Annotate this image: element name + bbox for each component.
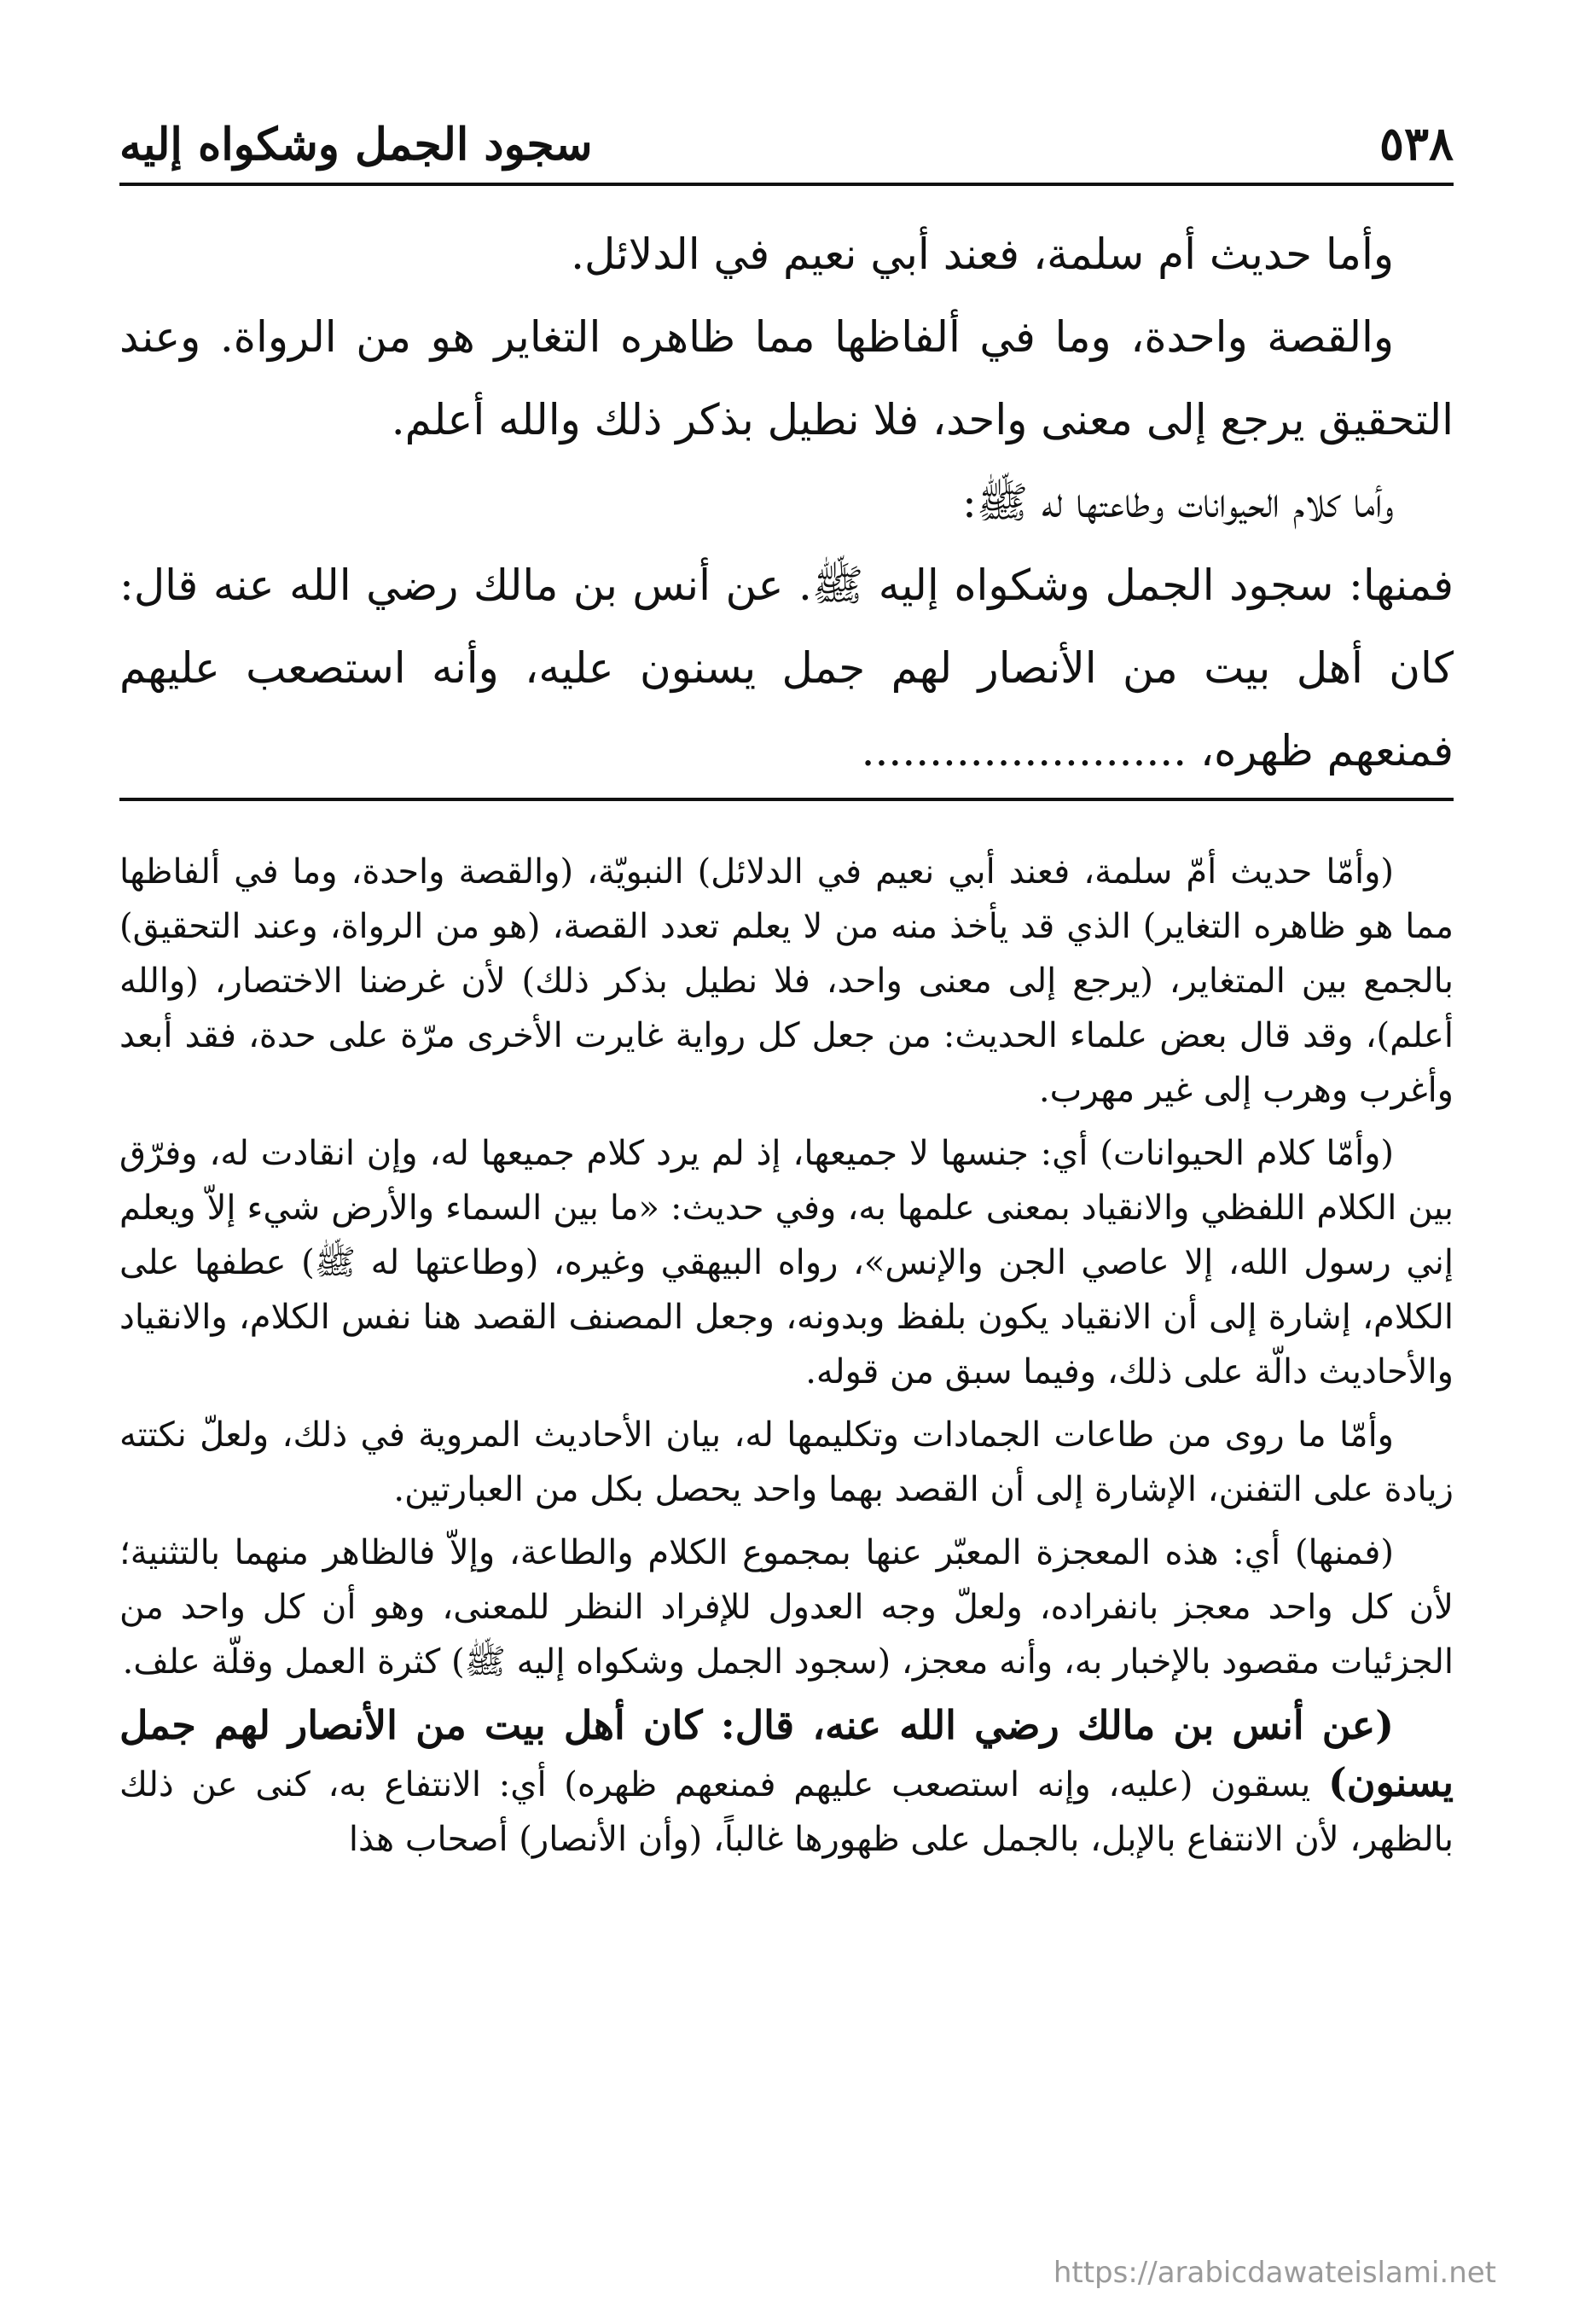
main-paragraph: وأما كلام الحيوانات وطاعتها له ﷺ: — [961, 478, 1394, 527]
main-paragraph — [119, 544, 1454, 793]
commentary-text — [119, 845, 1454, 1875]
commentary-quote: (عن أنس بن مالك رضي الله عنه، قال: كان أهل بيت من الأنصار لهم جمل يسنون) — [119, 1702, 1454, 1805]
commentary-paragraph — [119, 1698, 1454, 1867]
watermark-url: https://arabicdawateislami.net — [1053, 2256, 1496, 2290]
running-title: سجود الجمل وشكواه إليه — [119, 119, 593, 171]
section-divider — [119, 798, 1454, 801]
commentary-paragraph: (وأمّا كلام الحيوانات) أي: جنسها لا جميعها، إذ لم يرد كلام جميعها له، وإن انقادت له، وفرّق بين الكلام اللفظي والانقياد بمعنى علمها به، وفي حديث: «ما بين السماء والأرض شيء إلاّ ويعلم إني رسول الله، إلا عاصي الجن والإنس»، رواه البيهقي وغيره، (وطاعتها له ﷺ) عطفها على الكلام، إشارة إلى أن الانقياد يكون بلفظ وبدونه، وجعل المصنف القصد هنا نفس الكلام، والانقياد والأحاديث دالّة على ذلك، وفيما سبق من قوله. — [119, 1134, 1454, 1391]
commentary-paragraph: (وأمّا حديث أمّ سلمة، فعند أبي نعيم في الدلائل) النبويّة، (والقصة واحدة، وما في ألفاظها مما هو ظاهره التغاير) الذي قد يأخذ منه من لا يعلم تعدد القصة، (هو من الرواة، وعند التحقيق) بالجمع بين المتغاير، (يرجع إلى معنى واحد، فلا نطيل بذكر ذلك) لأن غرضنا الاختصار، (والله أعلم)، وقد قال بعض علماء الحديث: من جعل كل رواية غايرت الأخرى مرّة على حدة، فقد أبعد وأغرب وهرب إلى غير مهرب. — [119, 852, 1454, 1110]
main-text — [119, 213, 1454, 793]
page-number: ٥٣٨ — [1379, 116, 1454, 171]
commentary-paragraph-text: يسقون (عليه، وإنه استصعب عليهم فمنعهم ظهره) أي: الانتفاع به، كنى عن ذلك بالظهر، لأن الانتفاع بالإبل، بالجمل على ظهورها غالباً، (وأن الأنصار) أصحاب هذا — [119, 1765, 1454, 1859]
main-paragraph-text: فمنها: سجود الجمل وشكواه إليه ﷺ. عن أنس بن مالك رضي الله عنه قال: كان أهل بيت من الأنصار لهم جمل يسنون عليه، وأنه استصعب عليهم فمنعهم ظهره، — [119, 561, 1454, 776]
page-header — [119, 94, 1454, 186]
main-paragraph: والقصة واحدة، وما في ألفاظها مما ظاهره التغاير هو من الرواة. وعند التحقيق يرجع إلى معنى واحد، فلا نطيل بذكر ذلك والله أعلم. — [119, 312, 1454, 444]
commentary-paragraph: وأمّا ما روى من طاعات الجمادات وتكليمها له، بيان الأحاديث المروية في ذلك، ولعلّ نكتته زيادة على التفنن، الإشارة إلى أن القصد بهما واحد يحصل بكل من العبارتين. — [119, 1415, 1454, 1509]
main-paragraph: وأما حديث أم سلمة، فعند أبي نعيم في الدلائل. — [571, 229, 1394, 279]
commentary-paragraph: (فمنها) أي: هذه المعجزة المعبّر عنها بمجموع الكلام والطاعة، وإلاّ فالظاهر منهما بالتثنية؛ لأن كل واحد معجز بانفراده، ولعلّ وجه العدول للإفراد النظر للمعنى، وهو أن كل واحد من الجزئيات مقصود بالإخبار به، وأنه معجز، (سجود الجمل وشكواه إليه ﷺ) كثرة العمل وقلّة علف. — [119, 1533, 1454, 1682]
ellipsis-dots: ........................ — [861, 726, 1187, 776]
